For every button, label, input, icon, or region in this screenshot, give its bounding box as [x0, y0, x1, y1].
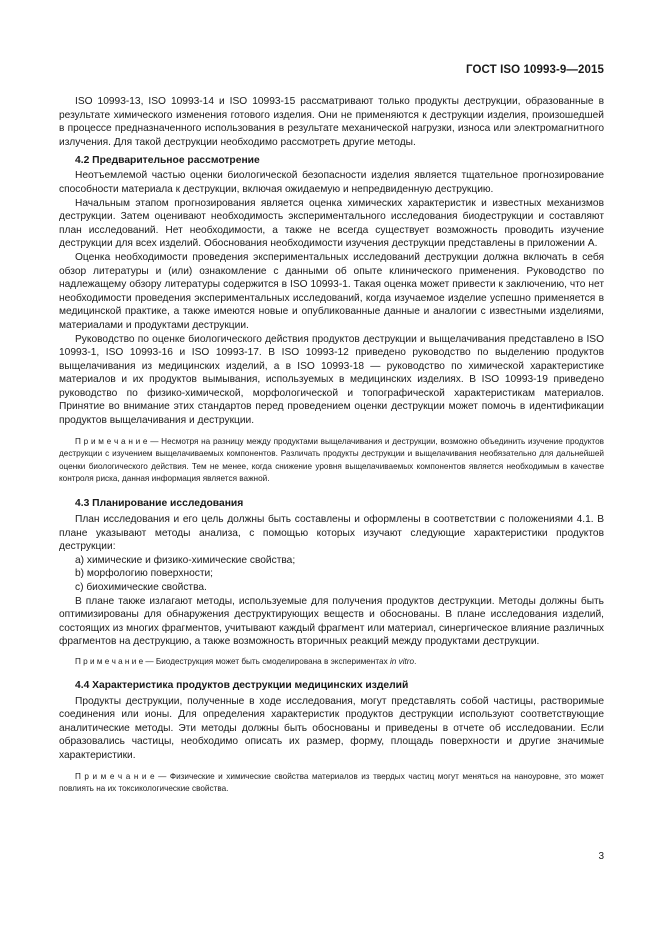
section-4-3-paragraph-2: В плане также излагают методы, используемые для получения продуктов деструкции. Методы должны быть оптимизированы для обнаружения деструктирующих веществ и обоснованы. В плане исследования изделий, состоящих из многих фрагментов, учитывают каждый фрагмент или материал, синергическое влияние различных фрагментов на деструкцию, а также возможность вторичных реакций между продуктами деструкции. — [59, 595, 604, 648]
section-4-3-paragraph-1: План исследования и его цель должны быть составлены и оформлены в соответствии с положениями 4.1. В плане указывают методы анализа, с помощью которых изучают следующие характеристики продуктов деструкции: — [59, 514, 604, 553]
list-item: c) биохимические свойства. — [75, 582, 207, 593]
document-page — [59, 0, 604, 936]
section-4-2-note — [59, 436, 604, 486]
note-label: П р и м е ч а н и е — [75, 656, 144, 666]
section-4-3-title: 4.3 Планирование исследования — [75, 498, 244, 510]
section-4-4-note — [59, 771, 604, 796]
section-4-4-title: 4.4 Характеристика продуктов деструкции медицинских изделий — [75, 679, 409, 691]
note-end: . — [414, 656, 417, 666]
note-label: П р и м е ч а н и е — [75, 436, 148, 446]
section-4-4-paragraph-1: Продукты деструкции, полученные в ходе исследования, могут представлять собой частицы, растворимые соединения или ионы. Для определения характеристик продуктов деструкции используют соответствующие аналитические методы. Эти методы должны быть обоснованы и приведены в отчете об исследовании. Если образовались частицы, необходимо описать их размер, форму, площадь поверхности и другие значимые характеристики. — [59, 695, 604, 761]
characteristics-list — [59, 554, 604, 595]
note-text: — Биодеструкция может быть смоделирована в экспериментах — [143, 656, 390, 666]
section-4-2-paragraph-2: Начальным этапом прогнозирования является оценка химических характеристик и известных механизмов деструкции. Затем оценивают необходимость экспериментального исследования биодеструкции и составляют план исследований. Нет необходимости, а также не всегда существует возможность проводить изучение деструкции для всех изделий. Обоснования необходимости изучения деструкции представлены в приложении А. — [59, 197, 604, 250]
section-4-2-paragraph-1: Неотъемлемой частью оценки биологической безопасности изделия является тщательное прогнозирование способности материала к деструкции, включая ожидаемую и непредвиденную деструкцию. — [59, 170, 604, 195]
page-number: 3 — [598, 851, 604, 862]
page-content — [59, 95, 604, 796]
list-item: b) морфологию поверхности; — [75, 568, 214, 580]
note-label: П р и м е ч а н и е — [75, 771, 155, 781]
note-text: — Несмотря на разницу между продуктами выщелачивания и деструкции, возможно объединить изучение продуктов деструкции с изучением выщелачиваемых компонентов. Различать продукты деструкции и выщелачивания необязательно для дальнейшей оценки биологического действия. Тем не менее, когда снижение уровня выщелачиваемых компонентов является необходимым в качестве контроля риска, данная информация является важной. — [59, 436, 604, 484]
standard-code: ГОСТ ISO 10993-9—2015 — [466, 64, 604, 76]
section-4-2-paragraph-3: Оценка необходимости проведения экспериментальных исследований деструкции должна включать в себя обзор литературы и (или) ознакомление с данными об опыте клинического применения. Руководство по надлежащему обзору литературы содержится в ISO 10993-1. Такая оценка может привести к заключению, что нет необходимости проведения экспериментальных исследований, когда изучаемое изделие успешно применяется в медицинской практике, а также имеются новые и опубликованные данные и аналогии с известными изделиями, материалами и продуктами деструкции. — [59, 251, 604, 331]
section-4-2-title: 4.2 Предварительное рассмотрение — [75, 155, 260, 167]
note-text: — Физические и химические свойства материалов из твердых частиц могут меняться на наноуровне, это может повлиять на их токсикологические свойства. — [59, 771, 604, 794]
list-item: a) химические и физико-химические свойства; — [75, 554, 296, 566]
intro-paragraph: ISO 10993-13, ISO 10993-14 и ISO 10993-15 рассматривают только продукты деструкции, образованные в результате химического изменения готового изделия. Они не применяются к деструкции изделия, произошедшей в процессе предназначенного использования в результате механической нагрузки, износа или электромагнитного излучения. Для такой деструкции необходимо рассмотреть другие методы. — [59, 96, 604, 148]
section-4-3-note — [59, 656, 604, 669]
note-italic-term: in vitro — [389, 656, 415, 666]
section-4-2-paragraph-4: Руководство по оценке биологического действия продуктов деструкции и выщелачивания представлено в ISO 10993-1, ISO 10993-16 и ISO 10993-17. В ISO 10993-12 приведено руководство по выделению продуктов выщелачивания из медицинских изделий, а в ISO 10993-18 — руководство по химической характеристике материалов и их продуктов вымывания, используемых в медицинских изделиях. В ISO 10993-19 приведено руководство по физико-химической, морфологической и топографической характеристикам материалов. Принятие во внимание этих стандартов перед проведением оценки деструкции может помочь в идентификации продуктов выщелачивания и деструкции. — [59, 333, 604, 427]
